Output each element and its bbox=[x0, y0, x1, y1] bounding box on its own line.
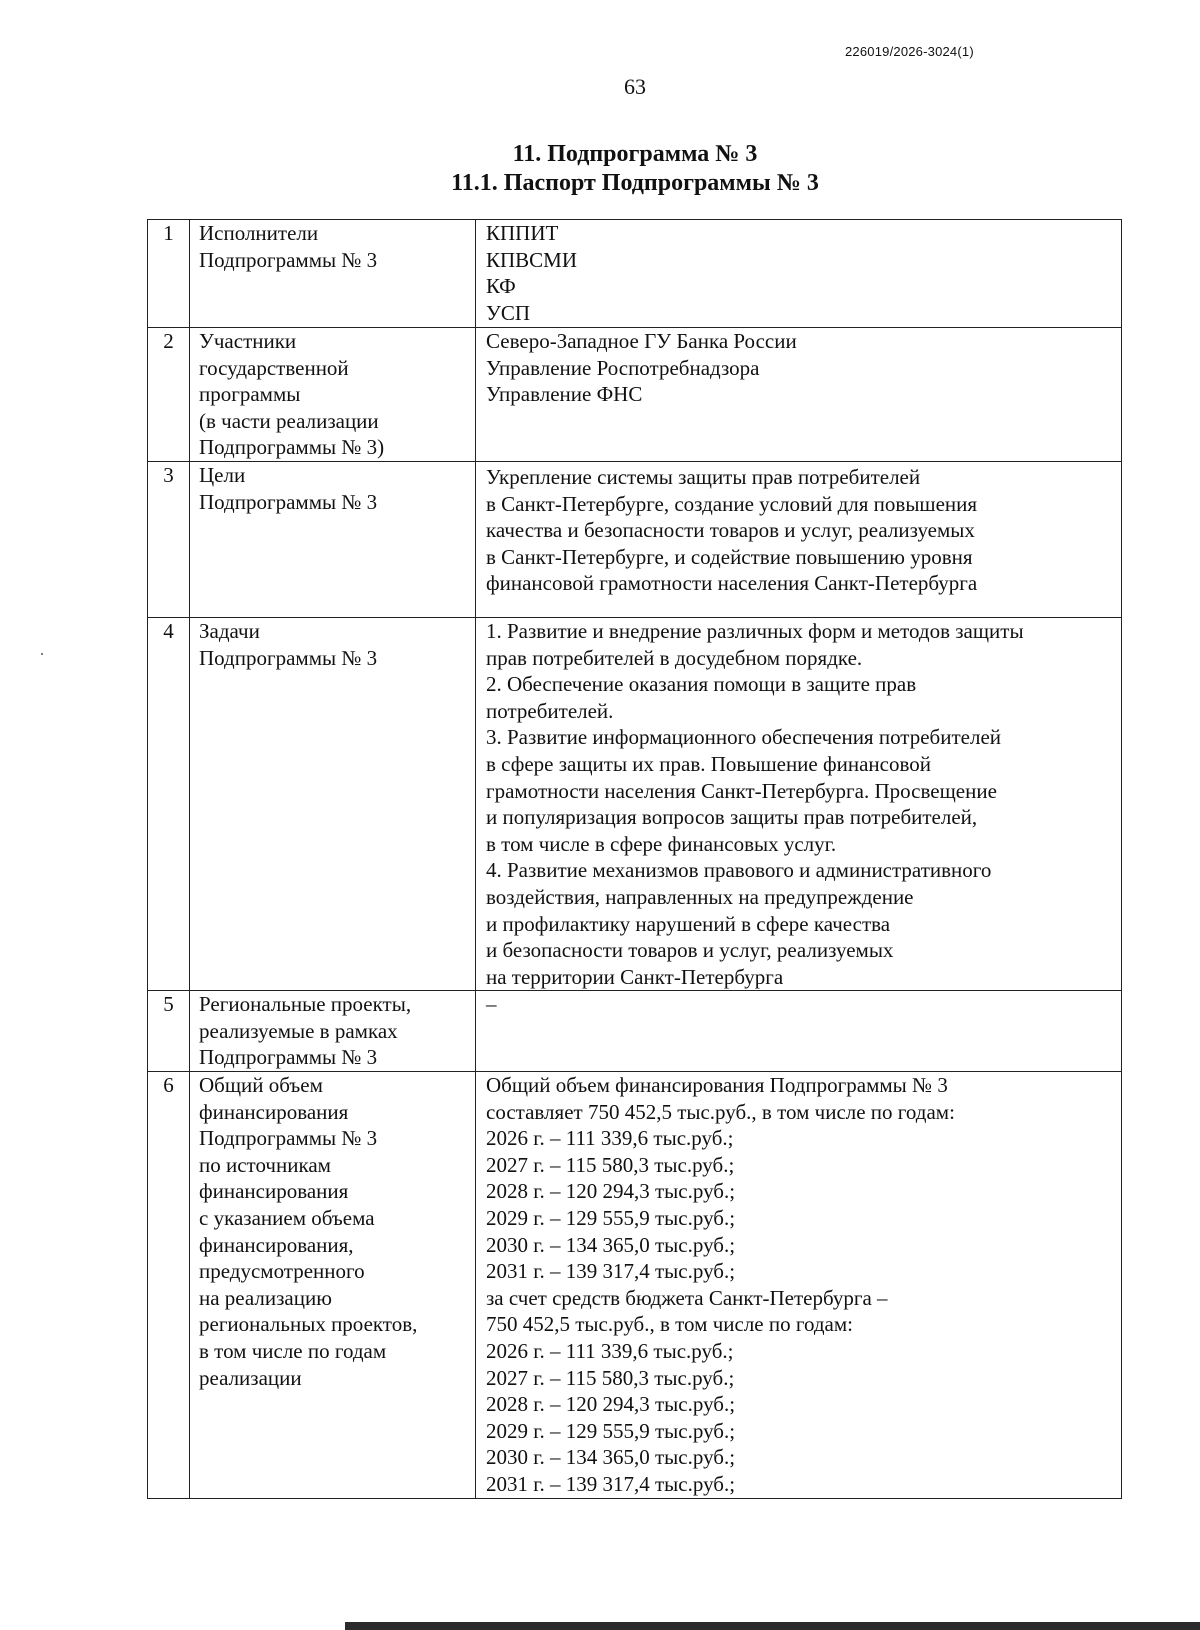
scan-bottom-edge bbox=[345, 1622, 1200, 1630]
row-label-cell bbox=[190, 461, 476, 617]
row-value-line: 2027 г. – 115 580,3 тыс.руб.; bbox=[486, 1365, 735, 1390]
row-value-line: и популяризация вопросов защиты прав потребителей, bbox=[486, 805, 978, 830]
row-value-line: 2026 г. – 111 339,6 тыс.руб.; bbox=[486, 1339, 734, 1363]
row-value-line: 2029 г. – 129 555,9 тыс.руб.; bbox=[486, 1418, 736, 1443]
row-label-line: Подпрограммы № 3 bbox=[199, 645, 378, 670]
row-label-cell bbox=[190, 1072, 476, 1499]
row-value-line: – bbox=[486, 992, 497, 1017]
row-label-line: Исполнители bbox=[199, 221, 319, 245]
row-number: 3 bbox=[148, 461, 190, 617]
row-label-line: Задачи bbox=[199, 618, 260, 643]
row-value-line: в Санкт-Петербурге, создание условий для повышения bbox=[486, 491, 978, 516]
row-value-cell bbox=[476, 328, 1122, 462]
row-value-line: 2030 г. – 134 365,0 тыс.руб.; bbox=[486, 1445, 736, 1470]
row-value-line: прав потребителей в досудебном порядке. bbox=[486, 645, 863, 670]
row-value-line: в Санкт-Петербурге, и содействие повышению уровня bbox=[486, 544, 973, 569]
row-label-line: реализуемые в рамках bbox=[199, 1018, 398, 1043]
row-value-cell bbox=[476, 220, 1122, 328]
row-value-line: КППИТ bbox=[486, 221, 559, 245]
scan-speck bbox=[41, 653, 43, 655]
row-label-line: Цели bbox=[199, 462, 246, 487]
row-value-line: и профилактику нарушений в сфере качества bbox=[486, 911, 891, 936]
subsection-title: 11.1. Паспорт Подпрограммы № 3 bbox=[451, 170, 819, 196]
subprogram-passport-table bbox=[147, 219, 1122, 1499]
row-value-line: за счет средств бюджета Санкт-Петербурга – bbox=[486, 1285, 888, 1310]
row-value-line: 2027 г. – 115 580,3 тыс.руб.; bbox=[486, 1152, 735, 1177]
row-value-line: 3. Развитие информационного обеспечения потребителей bbox=[486, 725, 1002, 750]
row-value-line: воздействия, направленных на предупреждение bbox=[486, 884, 914, 909]
row-label-line: Подпрограммы № 3) bbox=[199, 435, 385, 460]
row-label-line: с указанием объема bbox=[199, 1206, 375, 1231]
row-label-line: Подпрограммы № 3 bbox=[199, 489, 378, 514]
row-number: 5 bbox=[148, 991, 190, 1072]
passport-row bbox=[148, 328, 1122, 462]
passport-table-body bbox=[148, 220, 1122, 1499]
row-label-line: финансирования bbox=[199, 1099, 349, 1124]
row-label-cell bbox=[190, 617, 476, 990]
row-label-line: программы bbox=[199, 382, 301, 407]
row-value-line: 2. Обеспечение оказания помощи в защите прав bbox=[486, 672, 917, 697]
row-value-line: 1. Развитие и внедрение различных форм и методов защиты bbox=[486, 618, 1024, 643]
row-value-line: Управление Роспотребнадзора bbox=[486, 355, 760, 380]
row-value-line: грамотности населения Санкт-Петербурга. Просвещение bbox=[486, 778, 997, 803]
row-label-line: Региональные проекты, bbox=[199, 992, 412, 1017]
row-label-line: предусмотренного bbox=[199, 1259, 365, 1284]
row-label-line: государственной bbox=[199, 355, 349, 380]
row-label-line: финансирования, bbox=[199, 1232, 354, 1257]
row-value-cell bbox=[476, 1072, 1122, 1499]
row-label-line: региональных проектов, bbox=[199, 1312, 418, 1337]
passport-row bbox=[148, 617, 1122, 990]
row-value-line: 2031 г. – 139 317,4 тыс.руб.; bbox=[486, 1471, 736, 1496]
row-value-cell bbox=[476, 617, 1122, 990]
row-value-line: в том числе в сфере финансовых услуг. bbox=[486, 831, 837, 856]
row-value-line: потребителей. bbox=[486, 698, 614, 723]
row-number: 4 bbox=[148, 617, 190, 990]
document-registration-number: 226019/2026-3024(1) bbox=[845, 44, 974, 59]
row-label-cell bbox=[190, 328, 476, 462]
row-label-line: финансирования bbox=[199, 1179, 349, 1204]
row-label-line: Участники bbox=[199, 329, 297, 353]
row-value-line: КПВСМИ bbox=[486, 247, 578, 272]
section-titles bbox=[0, 140, 1200, 198]
row-value-line: Укрепление системы защиты прав потребителей bbox=[486, 464, 921, 489]
row-label-line: по источникам bbox=[199, 1152, 331, 1177]
passport-row bbox=[148, 461, 1122, 617]
row-label-line: в том числе по годам bbox=[199, 1339, 387, 1363]
row-label-line: Подпрограммы № 3 bbox=[199, 247, 378, 272]
row-value-line: Общий объем финансирования Подпрограммы № 3 bbox=[486, 1073, 948, 1098]
row-label-line: реализации bbox=[199, 1365, 302, 1390]
row-value-line: в сфере защиты их прав. Повышение финансовой bbox=[486, 751, 931, 776]
row-value-line: 2029 г. – 129 555,9 тыс.руб.; bbox=[486, 1206, 736, 1231]
row-value-line: на территории Санкт-Петербурга bbox=[486, 964, 784, 989]
row-value-line: 750 452,5 тыс.руб., в том числе по годам: bbox=[486, 1312, 853, 1337]
row-value-line: финансовой грамотности населения Санкт-Петербурга bbox=[486, 571, 978, 596]
passport-row bbox=[148, 1072, 1122, 1499]
row-label-line: Общий объем bbox=[199, 1073, 323, 1098]
row-value-line: составляет 750 452,5 тыс.руб., в том числе по годам: bbox=[486, 1099, 955, 1124]
row-value-line: УСП bbox=[486, 300, 531, 325]
row-value-line: и безопасности товаров и услуг, реализуемых bbox=[486, 938, 894, 963]
row-label-line: на реализацию bbox=[199, 1285, 332, 1310]
page-number: 63 bbox=[624, 74, 646, 99]
row-value-line: Северо-Западное ГУ Банка России bbox=[486, 329, 797, 353]
row-number: 1 bbox=[148, 220, 190, 328]
row-label-line: (в части реализации bbox=[199, 408, 379, 433]
row-value-line: КФ bbox=[486, 274, 516, 299]
row-value-line: 2026 г. – 111 339,6 тыс.руб.; bbox=[486, 1126, 734, 1151]
row-label-cell bbox=[190, 991, 476, 1072]
row-label-line: Подпрограммы № 3 bbox=[199, 1045, 378, 1070]
row-value-line: 2028 г. – 120 294,3 тыс.руб.; bbox=[486, 1179, 736, 1204]
row-value-line: 4. Развитие механизмов правового и административного bbox=[486, 858, 992, 883]
row-value-line: 2030 г. – 134 365,0 тыс.руб.; bbox=[486, 1232, 736, 1257]
row-number: 2 bbox=[148, 328, 190, 462]
passport-row bbox=[148, 220, 1122, 328]
row-label-line: Подпрограммы № 3 bbox=[199, 1126, 378, 1151]
row-label-cell bbox=[190, 220, 476, 328]
row-value-cell bbox=[476, 461, 1122, 617]
section-title: 11. Подпрограмма № 3 bbox=[512, 141, 758, 167]
passport-row bbox=[148, 991, 1122, 1072]
row-number: 6 bbox=[148, 1072, 190, 1499]
row-value-line: Управление ФНС bbox=[486, 382, 643, 407]
row-value-cell bbox=[476, 991, 1122, 1072]
row-value-line: 2031 г. – 139 317,4 тыс.руб.; bbox=[486, 1259, 736, 1284]
row-value-line: 2028 г. – 120 294,3 тыс.руб.; bbox=[486, 1392, 736, 1417]
row-value-line: качества и безопасности товаров и услуг, реализуемых bbox=[486, 518, 975, 543]
